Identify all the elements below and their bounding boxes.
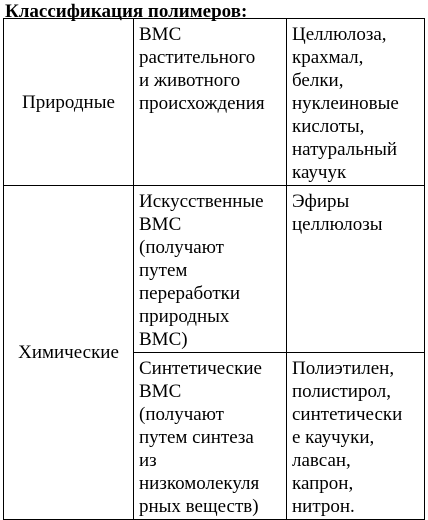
- kind-cell-natural: [134, 19, 287, 186]
- kind-text-natural: ВМС растительного и животного происхождения: [139, 24, 265, 114]
- examples-text-synthetic: Полиэтилен, полистирол, синтетически е каучуки, лавсан, капрон, нитрон.: [292, 358, 403, 517]
- kind-cell-artificial: [134, 186, 287, 353]
- category-label-chemical: Химические: [18, 342, 119, 363]
- document-title: Классификация полимеров:: [5, 1, 248, 22]
- examples-text-artificial: Эфиры целлюлозы: [292, 191, 383, 235]
- kind-text-synthetic: Синтетические ВМС (получают путем синтеза из низкомолекуля рных веществ): [139, 358, 262, 517]
- examples-text-natural: Целлюлоза, крахмал, белки, нуклеиновые кислоты, натуральный каучук: [292, 24, 399, 183]
- table-row: [4, 19, 425, 186]
- examples-cell-artificial: [287, 186, 425, 353]
- kind-cell-synthetic: [134, 353, 287, 520]
- table-row: [4, 186, 425, 353]
- kind-text-artificial: Искусственные ВМС (получают путем переработки природных ВМС): [139, 191, 264, 350]
- examples-cell-synthetic: [287, 353, 425, 520]
- polymer-classification-table: [3, 18, 425, 520]
- category-cell-natural: [4, 19, 134, 186]
- category-cell-chemical: [4, 186, 134, 520]
- category-label-natural: Природные: [22, 91, 115, 113]
- examples-cell-natural: [287, 19, 425, 186]
